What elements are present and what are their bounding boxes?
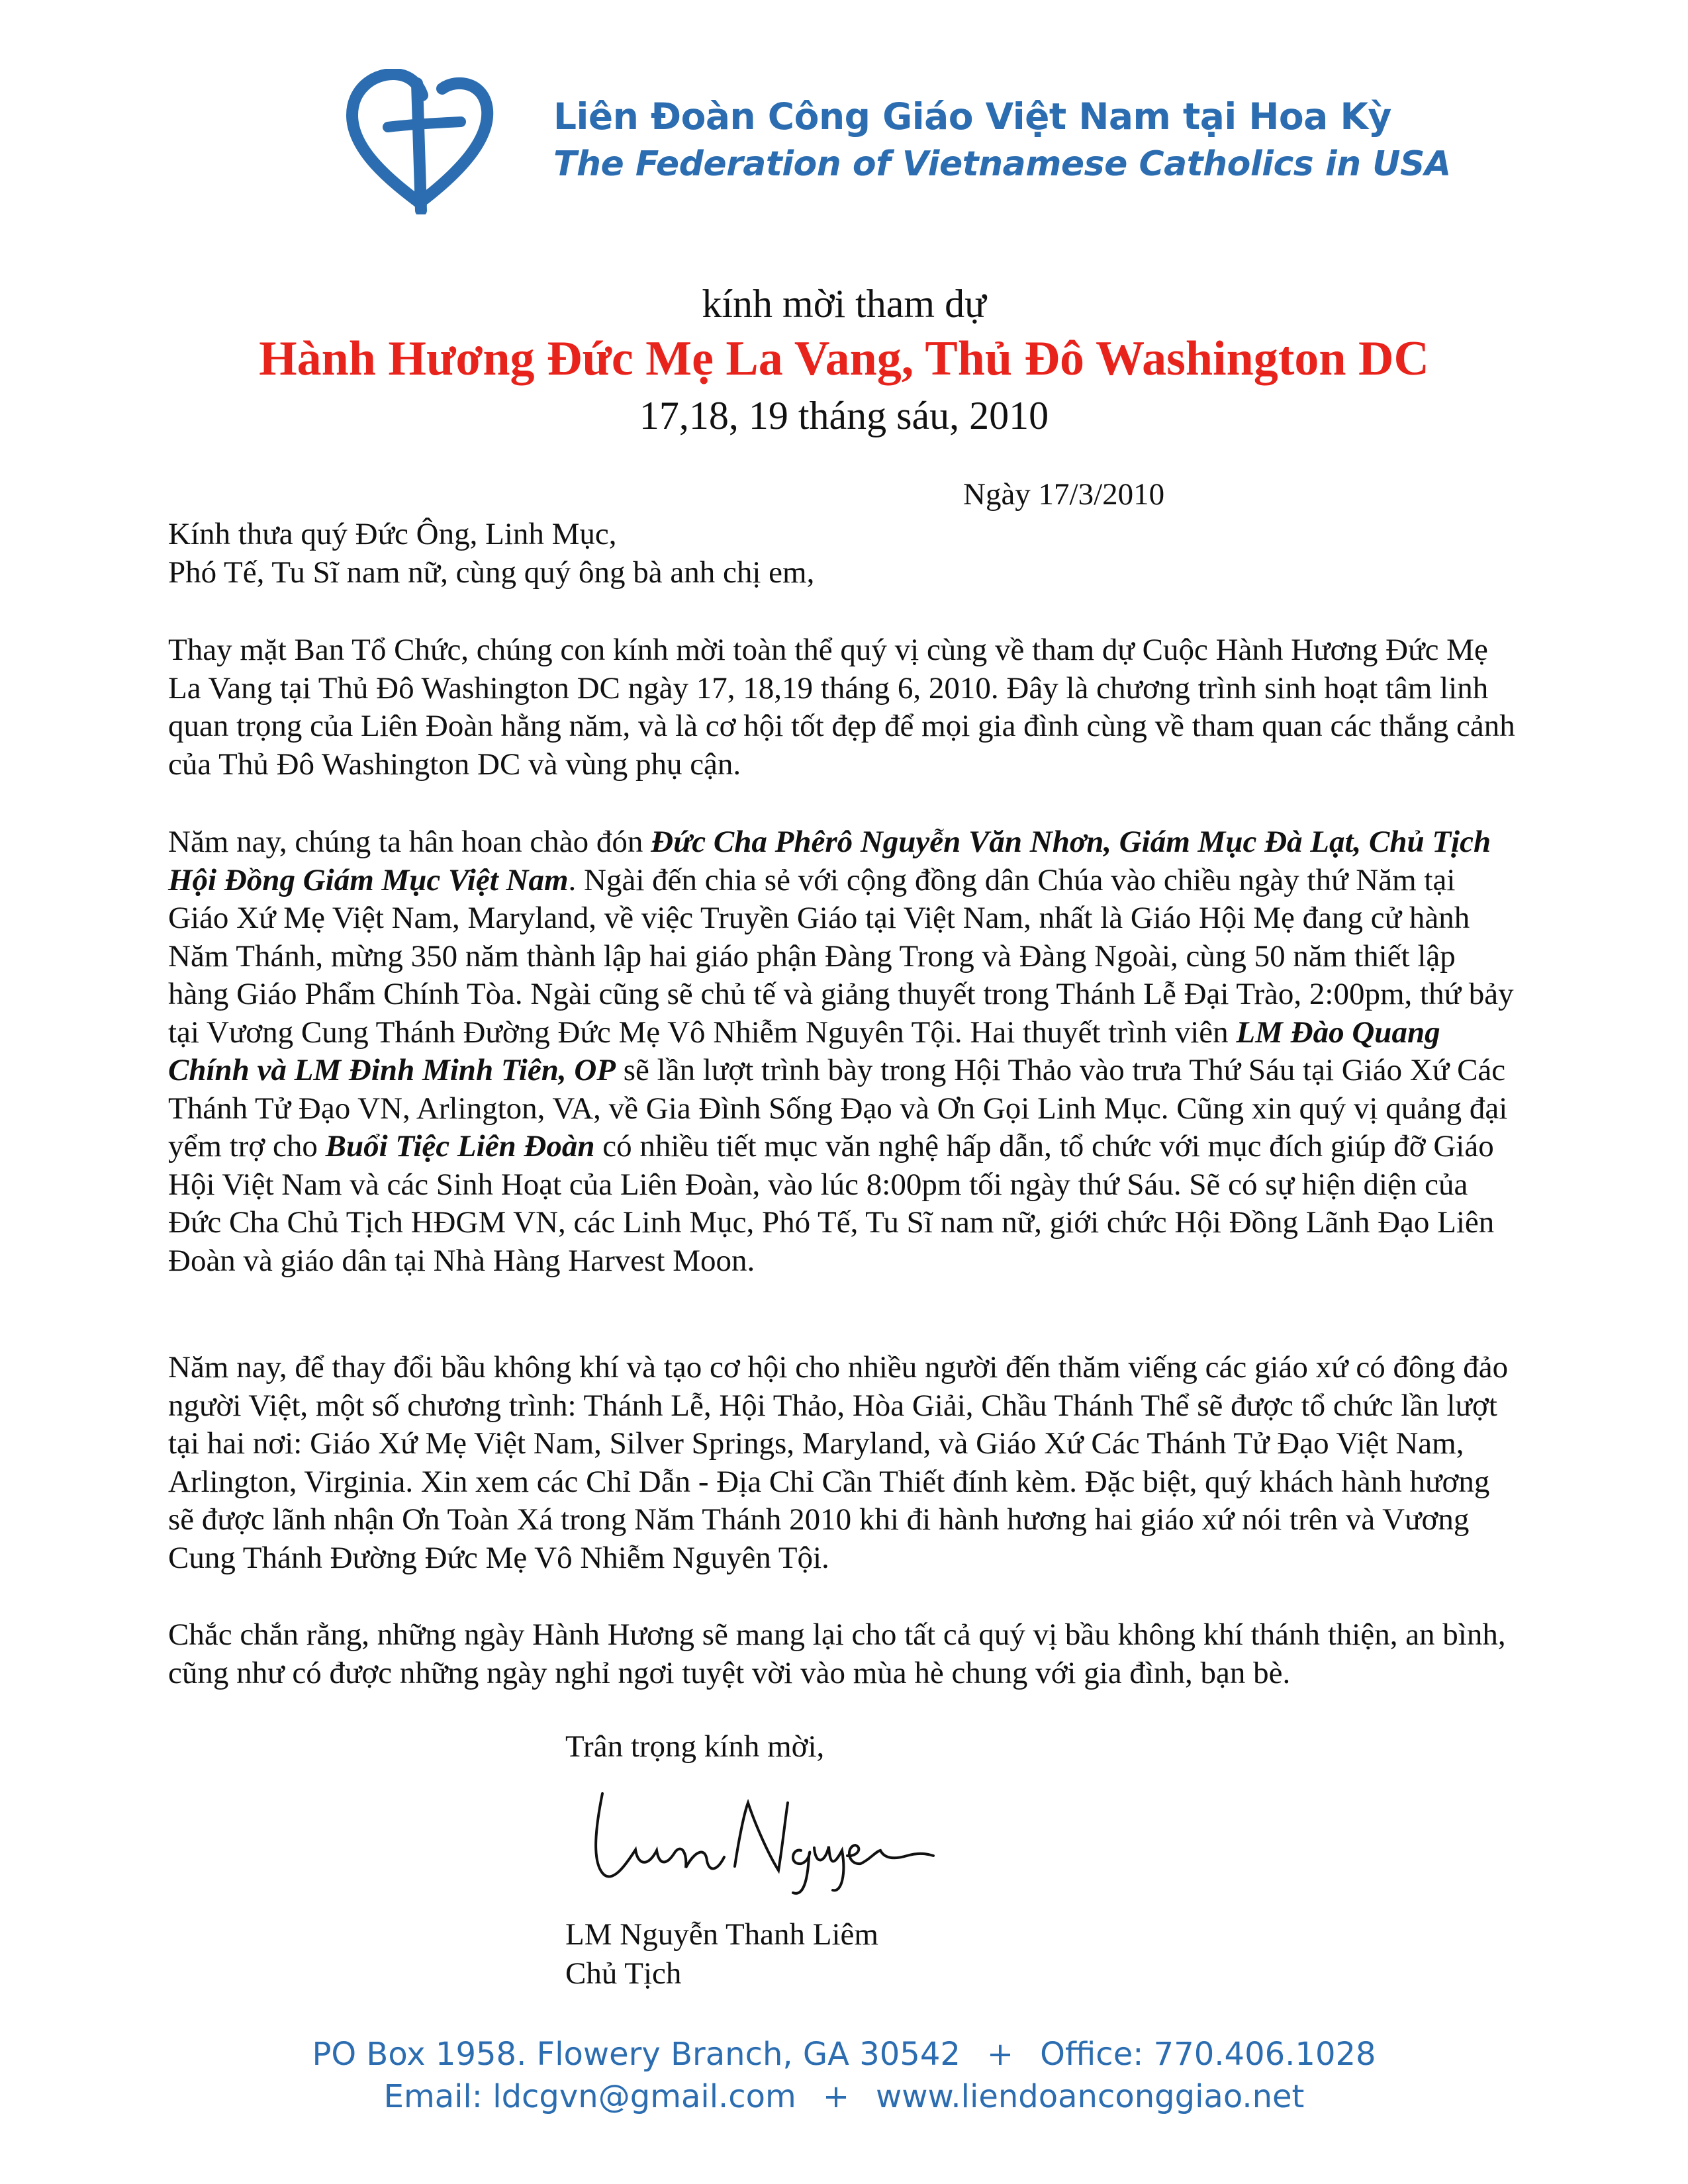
footer-office-phone: Office: 770.406.1028 — [1040, 2036, 1376, 2073]
org-name-vietnamese: Liên Đoàn Công Giáo Việt Nam tại Hoa Kỳ — [553, 95, 1391, 138]
footer-address-line — [0, 2036, 1688, 2073]
paragraph-closing: Chắc chắn rằng, những ngày Hành Hương sẽ mang lại cho tất cả quý vị bầu không khí thánh thiện, an bình, cũng như có được những ngày nghỉ ngơi tuyệt vời vào mùa hè chung với gia đình, bạn bè. — [168, 1617, 1506, 1690]
event-dates: 17,18, 19 tháng sáu, 2010 — [639, 394, 1049, 437]
signer-title: Chủ Tịch — [565, 1956, 682, 1991]
letter-date: Ngày 17/3/2010 — [963, 477, 1165, 512]
paragraph-program-text-3: sẽ lần lượt trình bày trong Hội Thảo vào trưa Thứ Sáu tại Giáo Xứ Các Thánh Tử Đạo VN, Arlington, VA, về Gia Đình Sống Đạo và Ơn Gọi Linh Mục. Cũng xin quý vị quảng đại yểm trợ cho — [168, 1053, 1508, 1163]
footer-address: PO Box 1958. Flowery Branch, GA 30542 — [312, 2036, 961, 2073]
salutation — [168, 515, 814, 592]
paragraph-locations: Năm nay, để thay đổi bầu không khí và tạo cơ hội cho nhiều người đến thăm viếng các giáo xứ có đông đảo người Việt, một số chương trình: Thánh Lễ, Hội Thảo, Hòa Giải, Chầu Thánh Thể sẽ được tổ chức lần lượt tại hai nơi: Giáo Xứ Mẹ Việt Nam, Silver Springs, Maryland, và Giáo Xứ Các Thánh Tử Đạo Việt Nam, Arlington, Virginia. Xin xem các Chỉ Dẫn - Địa Chỉ Cần Thiết đính kèm. Đặc biệt, quý khách hành hương sẽ được lãnh nhận Ơn Toàn Xá trong Năm Thánh 2010 khi đi hành hương hai giáo xứ nói trên và Vương Cung Thánh Đường Đức Mẹ Vô Nhiễm Nguyên Tội. — [168, 1350, 1509, 1575]
heart-cross-logo-icon — [343, 69, 495, 214]
footer-separator: + — [986, 2036, 1014, 2073]
event-title: Hành Hương Đức Mẹ La Vang, Thủ Đô Washington DC — [259, 332, 1429, 386]
highlight-speakers: LM Đào Quang Chính và LM Đinh Minh Tiên, OP — [168, 1015, 1440, 1087]
closing-line: Trân trọng kính mời, — [565, 1729, 825, 1764]
org-name-english: The Federation of Vietnamese Catholics in USA — [553, 144, 1451, 184]
salutation-line-2: Phó Tế, Tu Sĩ nam nữ, cùng quý ông bà anh chị em, — [168, 555, 815, 590]
invite-line: kính mời tham dự — [702, 282, 986, 326]
highlight-banquet: Buổi Tiệc Liên Đoàn — [325, 1129, 595, 1163]
signer-name: LM Nguyễn Thanh Liêm — [565, 1917, 878, 1952]
paragraph-program-text-4: có nhiều tiết mục văn nghệ hấp dẫn, tổ chức với mục đích giúp đỡ Giáo Hội Việt Nam và các Sinh Hoạt của Liên Đoàn, vào lúc 8:00pm tối ngày thứ Sáu. Sẽ có sự hiện diện của Đức Cha Chủ Tịch HĐGM VN, các Linh Mục, Phó Tế, Tu Sĩ nam nữ, giới chức Hội Đồng Lãnh Đạo Liên Đoàn và giáo dân tại Nhà Hàng Harvest Moon. — [168, 1129, 1495, 1278]
footer-email[interactable]: Email: ldcgvn@gmail.com — [383, 2078, 796, 2115]
footer-contact-line — [0, 2078, 1688, 2115]
highlight-bishop: Đức Cha Phêrô Nguyễn Văn Nhơn, Giám Mục Đà Lạt, Chủ Tịch Hội Đồng Giám Mục Việt Nam — [168, 825, 1491, 897]
paragraph-invitation: Thay mặt Ban Tổ Chức, chúng con kính mời toàn thể quý vị cùng về tham dự Cuộc Hành Hương Đức Mẹ La Vang tại Thủ Đô Washington DC ngày 17, 18,19 tháng 6, 2010. Đây là chương trình sinh hoạt tâm linh quan trọng của Liên Đoàn hằng năm, và là cơ hội tốt đẹp để mọi gia đình cùng về tham quan các thắng cảnh của Thủ Đô Washington DC và vùng phụ cận. — [168, 633, 1515, 782]
salutation-line-1: Kính thưa quý Đức Ông, Linh Mục, — [168, 517, 617, 551]
letterhead — [343, 69, 1451, 214]
handwritten-signature — [583, 1787, 940, 1899]
footer-website[interactable]: www.liendoanconggiao.net — [876, 2078, 1305, 2115]
paragraph-program — [168, 823, 1519, 1280]
paragraph-program-text-2: . Ngài đến chia sẻ với cộng đồng dân Chúa vào chiều ngày thứ Năm tại Giáo Xứ Mẹ Việt Nam, Maryland, về việc Truyền Giáo tại Việt Nam, nhất là Giáo Hội Mẹ đang cử hành Năm Thánh, mừng 350 năm thành lập hai giáo phận Đàng Trong và Đàng Ngoài, cùng 50 năm thiết lập hàng Giáo Phẩm Chính Tòa. Ngài cũng sẽ chủ tế và giảng thuyết trong Thánh Lễ Đại Trào, 2:00pm, thứ bảy tại Vương Cung Thánh Đường Đức Mẹ Vô Nhiễm Nguyên Tội. Hai thuyết trình viên — [168, 862, 1514, 1050]
paragraph-program-text-1: Năm nay, chúng ta hân hoan chào đón — [168, 825, 651, 859]
footer-separator: + — [822, 2078, 850, 2115]
